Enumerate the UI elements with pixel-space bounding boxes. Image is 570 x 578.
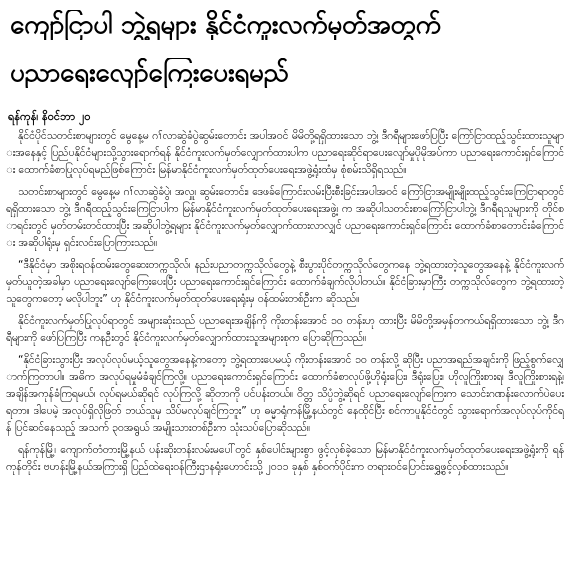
headline-line-2: ပညာရေးလျော်ကြေးပေးရမည် xyxy=(10,58,289,88)
paragraph-4: နိုင်ငံကူးလက်မှတ်ပြုလုပ်ရာတွင် အများဆုံးသည် ပညာရေးအချိန်ကို ကိုးတန်းအောင် ၁၀ တန်းဟု ထားပြီး မိမိတို့အမှန်တကယ်ရရှိထားသော ဘွဲ့၊ ဒီဂရီများကို ဖော်ပြကြပြီး ကနဦးတွင် နိုင်ငံကူးလက်မှတ်လျှောက်ထားသူအများစုက ပြောဆိုကြသည်။ xyxy=(6,315,564,344)
paragraph-6: ရန်ကုန်မြို့၊ ကျောက်တံတားမြို့နယ် ပန်းဆိုးတန်းလမ်းမပေါ်တွင် နှစ်ပေါင်းများစွာ ဖွင့်လှစ်ခဲ့သော မြန်မာနိုင်ငံကူးလက်မှတ်ထုတ်ပေးရေးအဖွဲ့ရုံးကို ရန်ကုန်တိုင်း ဗဟန်းမြို့နယ်အကြားရှိ ပြည်ထဲရေးဝန်ကြီးဌာနရုံးဟောင်းသို့ ၂၀၁၁ ခုနှစ် နှစ်ဝက်ပိုင်းက တရားဝင်ပြောင်းရွှေ့ဖွင့်လှစ်ထားသည်။ xyxy=(6,444,564,473)
paragraph-3: “ဒီနိုင်ငံမှာ အစိုးရဝန်ထမ်းတွေဆေးတက္ကသိုလ်၊ နည်းပညာတက္ကသိုလ်တွေနဲ့ စီးပွားပိုင်တက္ကသိုလ်တွေကနေ ဘွဲ့ရထားတဲ့သူတွေအနေနဲ့ နိုင်ငံကူးလက်မှတ်ယူတဲ့အခါမှာ ပညာရေးလျော်ကြေးပေးပြီး ပညာရေးကောင်းရှင်ကြောင်း ထောက်ခံချက်လိုပါတယ်။ နိုင်ငံခြားမှာကြီး တက္ကသိုလ်တွေက ဘွဲ့ရထားတဲ့သူတွေကတော့ မလိုပါဘူး” ဟု နိုင်ငံကူးလက်မှတ်ထုတ်ပေးရေးရုံးမှ ဝန်ထမ်းတစ်ဦးက ဆိုသည်။ xyxy=(6,259,564,305)
paragraph-2: သတင်းစာများတွင် မွေနေ့မ ဂၢ်လာဆွဲခံပွဲ၊ အလှူ၊ ဆွမ်းတောင်း၊ ဒေဖခ်ကြောင်းလမ်းပြီးစီးခြင်းအပါအဝင် ကြော်ငြာအမျိုးမျိုးထည့်သွင်းကြေငြာရာတွင် ရရှိထားသော ဘွဲ့၊ ဒီဂရီထည့်သွင်းကြေငြာပါက မြန်မာနိုင်ငံကူးလက်မှတ်ထုတ်ပေးရေးအဖွဲ့၊ က အဆိုပါသတင်းစာကြော်ငြာပါဘွဲ့၊ ဒီဂရီရသူများကို တိုင်စာရင်းတွင် မှတ်တမ်းတင်ထားပြီး အဆိုပါဘွဲ့ရများ နိုင်ငံကူးလက်မှတ်လျှောက်ထားလာလျှင် ပညာရေးကောင်းရှင်ကြောင်း ထောက်ခံစာတောင်းခံကြောင်း အဆိုပါရုံးမှ ရှင်းလင်းပြောကြားသည်။ xyxy=(6,186,564,249)
headline-line-1: ကျော်ငြာပါ ဘွဲ့ရများ နိုင်ငံကူးလက်မှတ်အတွက် xyxy=(10,10,441,40)
paragraph-1: နိုင်ငံပိုင်သတင်းစာများတွင် မွေနေ့မ ဂၢ်လာဆွဲခံပွဲဆွမ်းတောင်း အပါအဝင် မိမိတို့ရရှိထားသော ဘွဲ့၊ ဒီဂရီများဖော်ပြပြီး ကြော်ငြာထည့်သွင်းထားသူများအနေနှင့် ပြည်ပနိုင်ငံများသို့သွားရောက်ရန် နိုင်ငံကူးလက်မှတ်လျှောက်ထားပါက ပညာရေးဆိုင်ရာပေးလျော်မှုပိုမိုအပ်ကာ ပညာရေးကောင်းရှင်ကြောင်း ထောက်ခံစာပြုလုပ်ရမည်ဖြစ်ကြောင်း မြန်မာနိုင်ငံကူးလက်မှတ်ထုတ်ပေးရေးအဖွဲ့ရုံးထံမှ စုံစမ်းသိရှိရသည်။ xyxy=(6,130,564,176)
paragraph-5: “နိုင်ငံခြားသွားပြီး အလုပ်လုပ်မယ့်သူတွေအနေနဲ့ကတော့ ဘွဲ့ရထားပေမယ့် ကိုးတန်းအောင် ၁၀ တန်းလို့ ဆိုပြီး ပညာအရည်အချင်းကို ဖြည့်စွက်လျှောက်ကြတာပါ။ အဓိက အလုပ်ရမှုမံခံချင်ကြလို့။ ပညာရေးကောင်းရှင်ကြောင်း ထောက်ခံစာလုပ်ဖို့ဟိုရုံးပြေး၊ ဒီရုံးပြေး၊ ဟိုလူကြိုးစားရ၊ ဒီလူကြိုးစားရနဲ့၊ အချိန်အကုန်ခံကြရမယ်၊ လုပ်ရမယ်ဆိုရင် လုပ်ကြလို့ ဆိုတာကို ပင်ပန်းတယ်။ ဝိတ္တ သိပ္ပံဘွဲ့ဆိုရင် ပညာရေးလျော်ကြေးက သောင်းဂဏန်းလောက်ပဲပေးရတာ။ ဒါပေမဲ့ အလုပ်ရှိလိုဖြတ် ဘယ်သူမှ သိပ်မလုပ်ချင်ကြဘူး” ဟု ဓမ္မာရုံကန်မြို့နယ်တွင် နေထိုင်ပြီး စင်ကာပူနိုင်ငံတွင် သွားရောက်အလုပ်လုပ်ကိုင်ရန် ပြင်ဆင်နေသည့် အသက် ၃၀အရွယ် အမျိုးသားတစ်ဦးက သုံးသပ်ပြောဆိုသည်။ xyxy=(6,354,564,434)
dateline: ရန်ကုန်၊ နိဝင်ဘာ ၂၀ xyxy=(8,110,91,123)
article-body xyxy=(6,128,564,574)
